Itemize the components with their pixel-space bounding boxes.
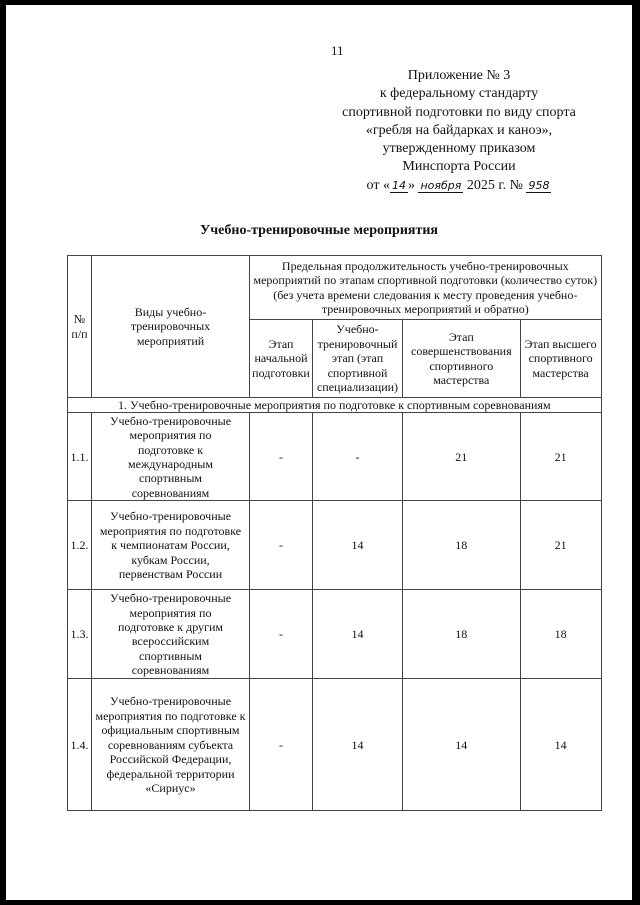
table-row [68,590,602,679]
value-improvement: 18 [403,590,521,679]
appendix-line: спортивной подготовки по виду спорта [342,104,576,120]
table-row [68,679,602,811]
header-stage-highest: Этап высшего спортивного мастерства [520,320,601,398]
table-row [68,413,602,501]
value-highest: 18 [520,590,601,679]
appendix-line: к федеральному стандарту [379,86,539,102]
header-stage-improvement: Этап совершенствования спортивного мастерства [403,320,521,398]
value-highest: 14 [520,679,601,811]
handwritten-day: 14 [391,178,406,192]
value-initial: - [250,590,313,679]
header-duration-group: Предельная продолжительность учебно-тренировочных мероприятий по этапам спортивной подготовки (количество суток) (без учета времени следования к месту проведения учебно-тренировочных мероприятий и обратно) [250,256,602,320]
page-number: 11 [331,43,344,58]
section-title: 1. Учебно-тренировочные мероприятия по подготовке к спортивным соревнованиям [68,398,602,413]
header-stage-initial: Этап начальной подготовки [250,320,313,398]
handwritten-order-number: 958 [528,178,550,192]
row-name: Учебно-тренировочные мероприятия по подготовке к чемпионатам России, кубкам России, первенствам России [92,501,250,590]
value-initial: - [250,501,313,590]
row-num: 1.1. [68,413,92,501]
header-row-1 [68,256,602,320]
order-date-line [334,177,584,195]
appendix-header [334,67,584,195]
row-name: Учебно-тренировочные мероприятия по подготовке к другим всероссийским спортивным соревнованиям [92,590,250,679]
value-training: 14 [313,501,403,590]
row-num: 1.4. [68,679,92,811]
header-num: № п/п [68,256,92,398]
appendix-line: утвержденному приказом [382,141,536,157]
date-prefix: от « [366,177,390,193]
value-highest: 21 [520,413,601,501]
row-num: 1.2. [68,501,92,590]
value-initial: - [250,413,313,501]
row-name: Учебно-тренировочные мероприятия по подготовке к международным спортивным соревнованиям [92,413,250,501]
value-improvement: 18 [403,501,521,590]
appendix-line: Минспорта России [402,159,516,175]
value-improvement: 14 [403,679,521,811]
value-highest: 21 [520,501,601,590]
value-initial: - [250,679,313,811]
row-name: Учебно-тренировочные мероприятия по подготовке к официальным спортивным соревнованиям субъекта Российской Федерации, федеральной территории «Сириус» [92,679,250,811]
training-events-table [67,255,602,811]
year-text: 2025 г. № [466,177,523,193]
value-training: - [313,413,403,501]
appendix-line: «гребля на байдарках и каноэ», [365,122,553,138]
table-row [68,501,602,590]
value-training: 14 [313,590,403,679]
row-num: 1.3. [68,590,92,679]
section-row [68,398,602,413]
appendix-line: Приложение № 3 [407,68,511,83]
document-title: Учебно-тренировочные мероприятия [200,223,438,238]
value-improvement: 21 [403,413,521,501]
value-training: 14 [313,679,403,811]
handwritten-month: ноября [420,178,462,192]
header-stage-training: Учебно-тренировочный этап (этап спортивной специализации) [313,320,403,398]
date-mid: » [407,177,415,193]
document-page [6,5,632,900]
header-name: Виды учебно-тренировочных мероприятий [92,256,250,398]
